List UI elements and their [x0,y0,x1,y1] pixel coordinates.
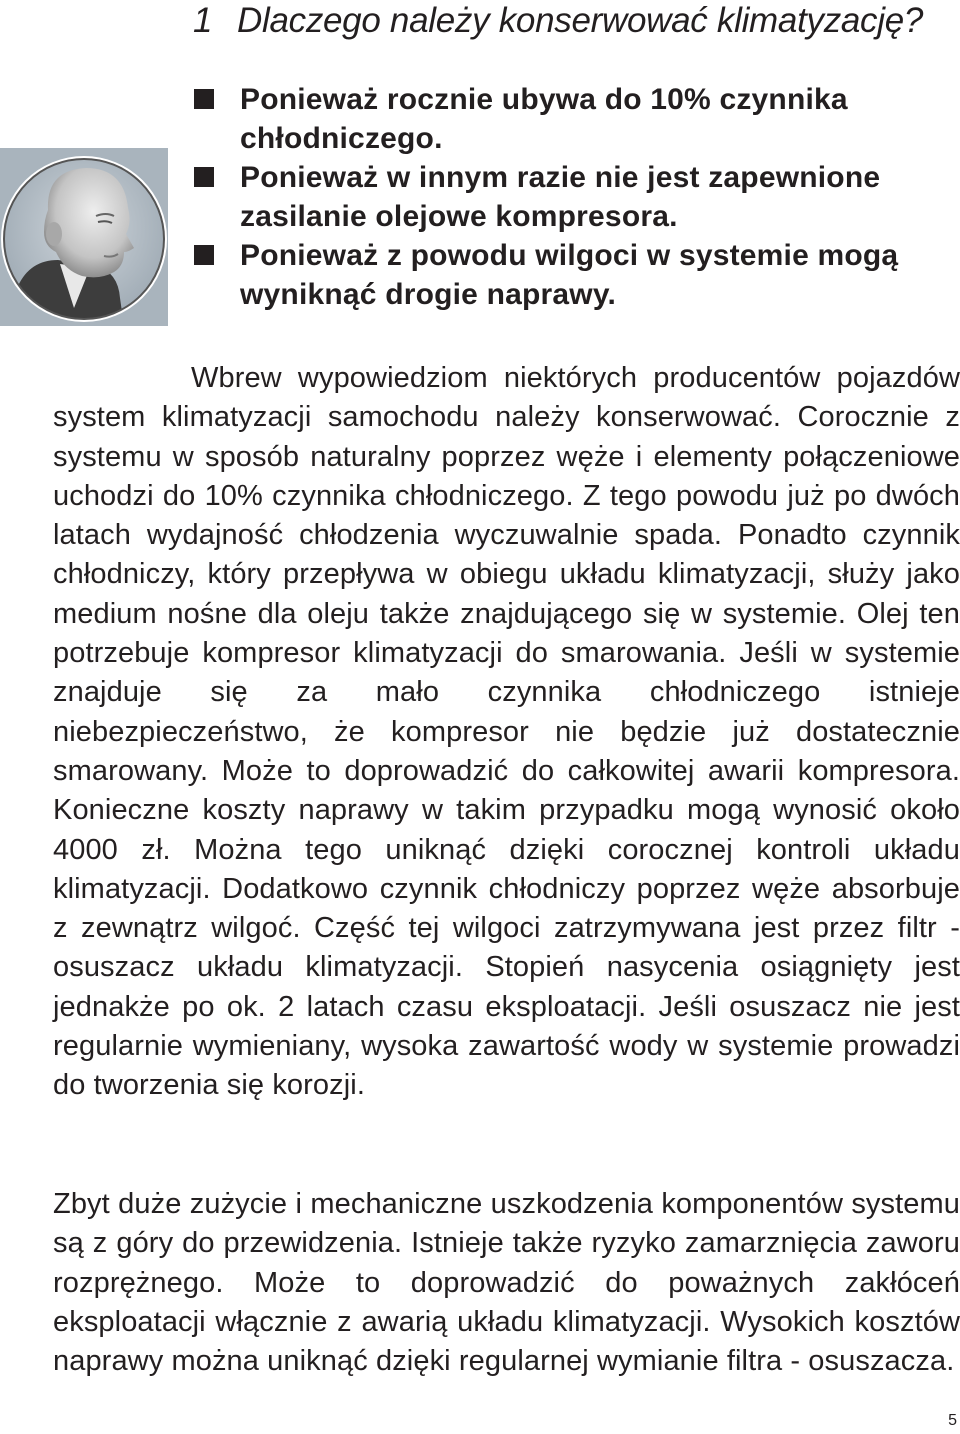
paragraph-wear: Zbyt duże zużycie i mechaniczne uszkodzenia komponentów systemu są z góry do przewidzenia. Istnieje także ryzyko zamarznięcia zaworu rozprężnego. Może to doprowadzić do poważnych zakłóceń eksploatacji włącznie z awarią układu klimatyzacji. Wysokich kosztów naprawy można uniknąć dzięki regularnej wymianie filtra - osuszacza. [53,1188,960,1378]
page-number: 5 [948,1412,957,1429]
list-item [192,236,952,314]
paragraph-maintenance: Wbrew wypowiedziom niektórych producentów pojazdów system klimatyzacji samochodu należy konserwować. Corocznie z systemu w sposób naturalny poprzez węże i elementy połączeniowe uchodzi do 10% czynnika chłodniczego. Z tego powodu już po dwóch latach wydajność chłodzenia wyczuwalnie spada. Ponadto czynnik chłodniczy, który przepływa w obiegu układu klimatyzacji, służy jako medium nośne dla oleju także znajdującego się w systemie. Olej ten potrzebuje kompresor klimatyzacji do smarowania. Jeśli w systemie znajduje się za mało czynnika chłodniczego istnieje niebezpieczeństwo, że kompresor nie będzie już dostatecznie smarowany. Może to doprowadzić do całkowitej awarii kompresora. Konieczne koszty naprawy w takim przypadku mogą wynosić około 4000 zł. Można tego uniknąć dzięki corocznej kontroli układu klimatyzacji. Dodatkowo czynnik chłodniczy poprzez węże absorbuje z zewnątrz wilgoć. Część tej wilgoci zatrzymywana jest przez filtr - osuszacz układu klimatyzacji. Stopień nasycenia osiągnięty jest jednakże po ok. 2 latach czasu eksploatacji. Jeśli osuszacz nie jest regularnie wymieniany, wysoka zawartość wody w systemie prowadzi do tworzenia się korozji. [53,362,960,1102]
bald-man-portrait-icon [0,148,168,326]
section-number: 1 [193,1,213,40]
black-square-bullet-icon [194,245,214,265]
list-item-text: Ponieważ w innym razie nie jest zapewnione zasilanie olejowe kompresora. [240,161,881,233]
reasons-list [192,80,952,314]
black-square-bullet-icon [194,167,214,187]
section-title: Dlaczego należy konserwować klimatyzację? [237,1,924,40]
list-item [192,158,952,236]
list-item-text: Ponieważ rocznie ubywa do 10% czynnika chłodniczego. [240,83,848,155]
list-item [192,80,952,158]
black-square-bullet-icon [194,89,214,109]
list-item-text: Ponieważ z powodu wilgoci w systemie mogą wyniknąć drogie naprawy. [240,239,899,311]
section-heading [193,0,923,42]
